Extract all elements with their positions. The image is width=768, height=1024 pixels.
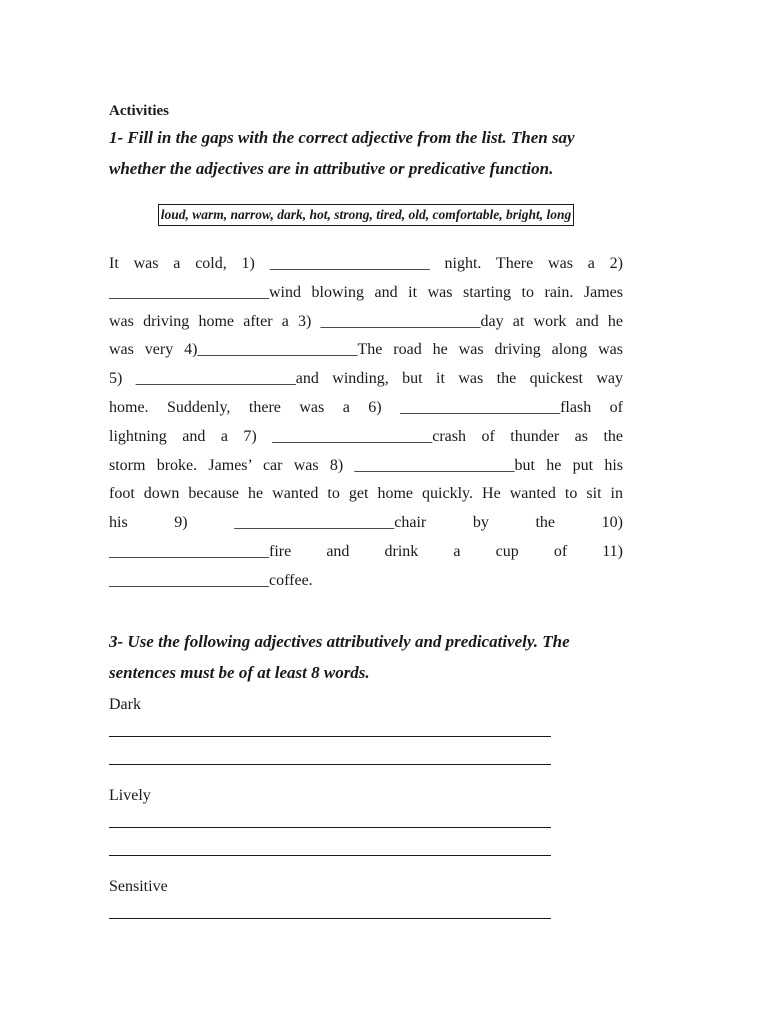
passage-line-6: home. Suddenly, there was a 6) ____________________flash of xyxy=(109,398,623,416)
passage-line-2: ____________________wind blowing and it was starting to rain. James xyxy=(109,283,623,301)
task1-instruction-line2: whether the adjectives are in attributive or predicative function. xyxy=(109,159,554,178)
answer-line[interactable] xyxy=(109,764,551,765)
adjective-label-dark: Dark xyxy=(109,695,141,713)
passage-line-7: lightning and a 7) ____________________crash of thunder as the xyxy=(109,427,623,445)
answer-line[interactable] xyxy=(109,918,551,919)
passage-line-1: It was a cold, 1) ____________________ night. There was a 2) xyxy=(109,255,623,272)
word-list-box: loud, warm, narrow, dark, hot, strong, tired, old, comfortable, bright, long xyxy=(158,204,575,226)
passage-line-10: his 9) ____________________chair by the 10) xyxy=(109,514,623,532)
answer-line[interactable] xyxy=(109,855,551,856)
gap-fill-passage xyxy=(109,250,623,596)
task1-instruction-line1: 1- Fill in the gaps with the correct adjective from the list. Then say xyxy=(109,128,575,147)
passage-line-5: 5) ____________________and winding, but it was the quickest way xyxy=(109,370,623,388)
task3-instruction-line2: sentences must be of at least 8 words. xyxy=(109,662,370,682)
activities-heading: Activities xyxy=(109,103,169,119)
passage-line-3: was driving home after a 3) ____________________day at work and he xyxy=(109,312,623,330)
task3-instruction-line1: 3- Use the following adjectives attributively and predicatively. The xyxy=(109,631,570,651)
adjective-label-sensitive: Sensitive xyxy=(109,877,168,895)
passage-line-12: ____________________coffee. xyxy=(109,571,313,589)
answer-line[interactable] xyxy=(109,827,551,828)
passage-line-4: was very 4)____________________The road he was driving along was xyxy=(109,341,623,359)
passage-line-8: storm broke. James’ car was 8) ____________________but he put his xyxy=(109,456,623,474)
worksheet-page xyxy=(109,100,623,919)
adjective-label-lively: Lively xyxy=(109,786,151,804)
passage-line-11: ____________________fire and drink a cup of 11) xyxy=(109,542,623,560)
answer-line[interactable] xyxy=(109,736,551,737)
task3-section xyxy=(109,626,623,919)
word-list-container xyxy=(109,204,623,226)
passage-line-9: foot down because he wanted to get home quickly. He wanted to sit in xyxy=(109,485,623,503)
